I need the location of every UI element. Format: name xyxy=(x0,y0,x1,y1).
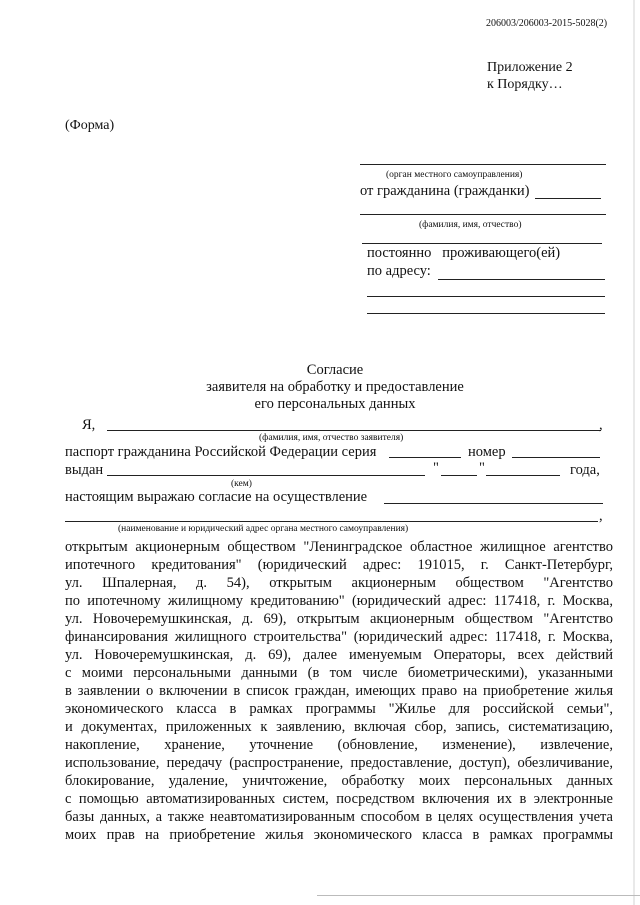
issued-label: выдан xyxy=(65,462,104,478)
applicant-fio-caption: (фамилия, имя, отчество заявителя) xyxy=(259,433,404,443)
body-line: открытым акционерным обществом "Ленинградское областное жилищное агентство xyxy=(65,539,613,555)
body-line: экономического класса в рамках программы "Жилье для российской семьи", xyxy=(65,701,613,717)
body-line: и документах, приложенных к заявлению, включая сбор, запись, систематизацию, xyxy=(65,719,613,735)
title-line-3: его персональных данных xyxy=(254,396,416,412)
address-line-2 xyxy=(367,296,605,297)
residing-label: постоянно проживающего(ей) xyxy=(367,245,561,261)
body-line: ул. Новочеремушкинская, д. 69), открытым акционерным обществом "Агентство xyxy=(65,611,613,627)
passport-series-line xyxy=(389,457,461,458)
from-citizen-line xyxy=(535,198,601,199)
body-line: базы данных, а также неавтоматизированным способом в целях осуществления учета xyxy=(65,809,613,825)
quote-close: " xyxy=(479,460,485,476)
document-code: 206003/206003-2015-5028(2) xyxy=(486,18,608,29)
address-label: по адресу: xyxy=(367,263,431,279)
body-line: в заявлении о включении в список граждан, имеющих право на приобретение жилья xyxy=(65,683,613,699)
fio-line xyxy=(360,214,606,215)
organ-caption: (орган местного самоуправления) xyxy=(386,170,523,180)
appendix-line-2: к Порядку… xyxy=(487,77,563,92)
fio-caption: (фамилия, имя, отчество) xyxy=(419,220,522,230)
quote-open: " xyxy=(433,460,439,476)
body-line: по ипотечному жилищному кредитованию" (юридический адрес: 117418, г. Москва, xyxy=(65,593,613,609)
form-label: (Форма) xyxy=(65,118,115,133)
applicant-fio-line xyxy=(107,430,601,431)
by-whom-caption: (кем) xyxy=(231,479,252,489)
issued-by-line xyxy=(107,475,425,476)
i-label: Я, xyxy=(82,417,96,433)
title-line-2: заявителя на обработку и предоставление xyxy=(206,379,464,395)
number-label: номер xyxy=(468,444,506,460)
body-line: с помощью автоматизированных систем, посредством включения их в электронные xyxy=(65,791,613,807)
fio-line-2 xyxy=(362,243,602,244)
body-line: ипотечного кредитования" (юридический адрес: 191015, г. Санкт-Петербург, xyxy=(65,557,613,573)
body-line: использование, передачу (распространение, предоставление, доступ), обезличивание, xyxy=(65,755,613,771)
body-line: с моими персональными данными (в том числе биометрическими), указанными xyxy=(65,665,613,681)
address-line-1 xyxy=(438,279,605,280)
consent-line xyxy=(384,503,603,504)
body-line: ул. Шпалерная, д. 54), открытым акционерным обществом "Агентство xyxy=(65,575,613,591)
comma-1: , xyxy=(599,417,603,433)
body-line: моих прав на приобретение жилья экономического класса в рамках программы xyxy=(65,827,613,843)
body-line: блокирование, удаление, уничтожение, обработку моих персональных данных xyxy=(65,773,613,789)
appendix-line-1: Приложение 2 xyxy=(487,60,573,75)
issue-day-line xyxy=(441,475,477,476)
organ-name-line xyxy=(65,521,598,522)
body-line: финансирования жилищного строительства" (юридический адрес: 117418, г. Москва, xyxy=(65,629,613,645)
consent-label: настоящим выражаю согласие на осуществление xyxy=(65,489,368,505)
scan-bottom-line xyxy=(317,895,640,896)
body-line: ул. Новочеремушкинская, д. 69), далее именуемым Операторы, всех действий xyxy=(65,647,613,663)
body-line: накопление, хранение, уточнение (обновление, изменение), извлечение, xyxy=(65,737,613,753)
comma-2: , xyxy=(599,508,603,524)
organ-line xyxy=(360,164,606,165)
year-label: года, xyxy=(570,462,600,478)
scan-edge xyxy=(633,0,635,905)
from-citizen-label: от гражданина (гражданки) xyxy=(360,183,530,199)
issue-month-line xyxy=(486,475,560,476)
title-line-1: Согласие xyxy=(306,362,364,378)
passport-number-line xyxy=(512,457,600,458)
organ-name-caption: (наименование и юридический адрес органа местного самоуправления) xyxy=(118,524,409,534)
address-line-3 xyxy=(367,313,605,314)
passport-label: паспорт гражданина Российской Федерации серия xyxy=(65,444,377,460)
